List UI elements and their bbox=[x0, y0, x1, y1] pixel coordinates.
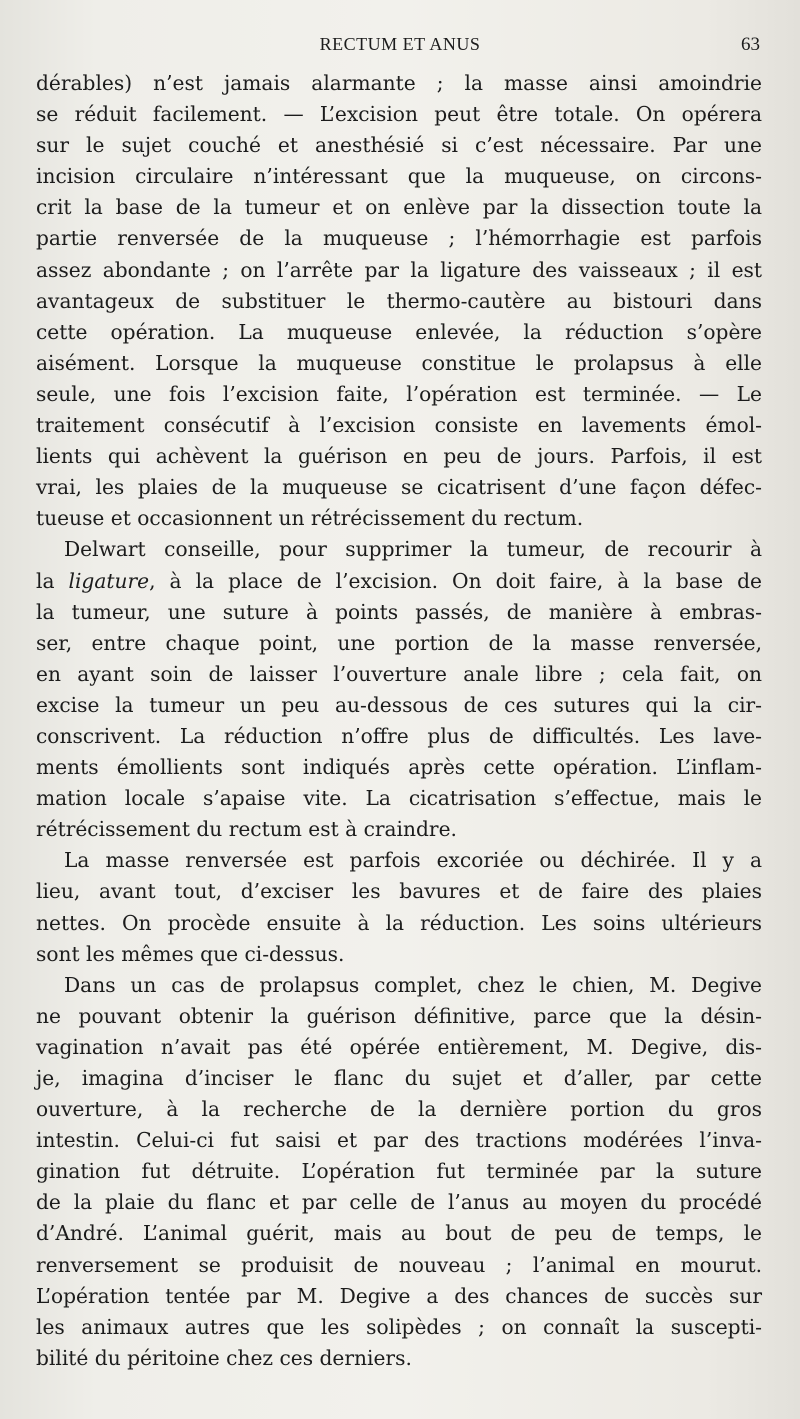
paragraph-last-line: sont les mêmes que ci-dessus. bbox=[36, 941, 345, 966]
text-line: crit la base de la tumeur et on enlève par la dissection toute la bbox=[36, 195, 762, 220]
text-line: intestin. Celui-ci fut saisi et par des tractions modérées l’inva- bbox=[36, 1128, 762, 1153]
text-line: gination fut détruite. L’opération fut terminée par la suture bbox=[36, 1159, 762, 1184]
text-line: nettes. On procède ensuite à la réduction. Les soins ultérieurs bbox=[36, 910, 762, 935]
page-number: 63 bbox=[741, 34, 760, 55]
text-line: d’André. L’animal guérit, mais au bout de peu de temps, le bbox=[36, 1221, 762, 1246]
text-line: assez abondante ; on l’arrête par la ligature des vaisseaux ; il est bbox=[36, 257, 762, 282]
text-line: en ayant soin de laisser l’ouverture anale libre ; cela fait, on bbox=[36, 661, 762, 686]
text-line: ser, entre chaque point, une portion de la masse renversée, bbox=[36, 630, 762, 655]
text-line: cette opération. La muqueuse enlevée, la réduction s’opère bbox=[36, 319, 762, 344]
running-title: RECTUM ET ANUS bbox=[319, 34, 481, 54]
text-line: partie renversée de la muqueuse ; l’hémorrhagie est parfois bbox=[36, 226, 762, 251]
paragraph-first-line: La masse renversée est parfois excoriée ou déchirée. Il y a bbox=[64, 848, 762, 873]
text-line: ments émollients sont indiqués après cette opération. L’inflam- bbox=[36, 755, 762, 780]
text-line: ouverture, à la recherche de la dernière portion du gros bbox=[36, 1097, 762, 1122]
paragraph-first-line: Delwart conseille, pour supprimer la tumeur, de recourir à bbox=[64, 537, 762, 562]
text-line: traitement consécutif à l’excision consiste en lavements émol- bbox=[36, 413, 762, 438]
text-line: lients qui achèvent la guérison en peu de jours. Parfois, il est bbox=[36, 444, 762, 469]
paragraph-last-line: bilité du péritoine chez ces derniers. bbox=[36, 1345, 412, 1370]
text-line: renversement se produisit de nouveau ; l’animal en mourut. bbox=[36, 1252, 762, 1277]
text-line: seule, une fois l’excision faite, l’opération est terminée. — Le bbox=[36, 381, 762, 406]
text-line: je, imagina d’inciser le flanc du sujet et d’aller, par cette bbox=[36, 1066, 762, 1090]
paragraph-last-line: tueuse et occasionnent un rétrécissement du rectum. bbox=[36, 506, 584, 531]
text-line: vagination n’avait pas été opérée entièrement, M. Degive, dis- bbox=[36, 1034, 762, 1059]
italic-term: ligature bbox=[68, 568, 150, 593]
text-line: L’opération tentée par M. Degive a des chances de succès sur bbox=[36, 1283, 762, 1308]
text-line: ne pouvant obtenir la guérison définitive, parce que la désin- bbox=[36, 1003, 762, 1028]
text-line-with-italic: la ligature, à la place de l’excision. On doit faire, à la base de bbox=[36, 568, 762, 593]
text-line: excise la tumeur un peu au-dessous de ces sutures qui la cir- bbox=[36, 692, 762, 717]
text-line: lieu, avant tout, d’exciser les bavures et de faire des plaies bbox=[36, 879, 762, 904]
text-line: sur le sujet couché et anesthésié si c’est nécessaire. Par une bbox=[36, 133, 762, 158]
text-line: avantageux de substituer le thermo-cautère au bistouri dans bbox=[36, 288, 762, 313]
body-text bbox=[36, 68, 762, 1374]
text-line: les animaux autres que les solipèdes ; on connaît la suscepti- bbox=[36, 1314, 762, 1339]
text-line: se réduit facilement. — L’excision peut être totale. On opérera bbox=[36, 102, 762, 127]
text-line: conscrivent. La réduction n’offre plus de difficultés. Les lave- bbox=[36, 723, 762, 748]
paragraph-first-line: Dans un cas de prolapsus complet, chez le chien, M. Degive bbox=[64, 972, 762, 997]
text-line: aisément. Lorsque la muqueuse constitue le prolapsus à elle bbox=[36, 350, 762, 375]
text-line: incision circulaire n’intéressant que la muqueuse, on circons- bbox=[36, 164, 762, 189]
text-line: dérables) n’est jamais alarmante ; la masse ainsi amoindrie bbox=[36, 71, 762, 95]
text-line: vrai, les plaies de la muqueuse se cicatrisent d’une façon défec- bbox=[36, 475, 762, 500]
paragraph-last-line: rétrécissement du rectum est à craindre. bbox=[36, 817, 457, 842]
text-line: la tumeur, une suture à points passés, de manière à embras- bbox=[36, 599, 762, 624]
running-header bbox=[0, 34, 800, 56]
text-line: de la plaie du flanc et par celle de l’anus au moyen du procédé bbox=[36, 1190, 762, 1215]
text-line: mation locale s’apaise vite. La cicatrisation s’effectue, mais le bbox=[36, 786, 762, 811]
